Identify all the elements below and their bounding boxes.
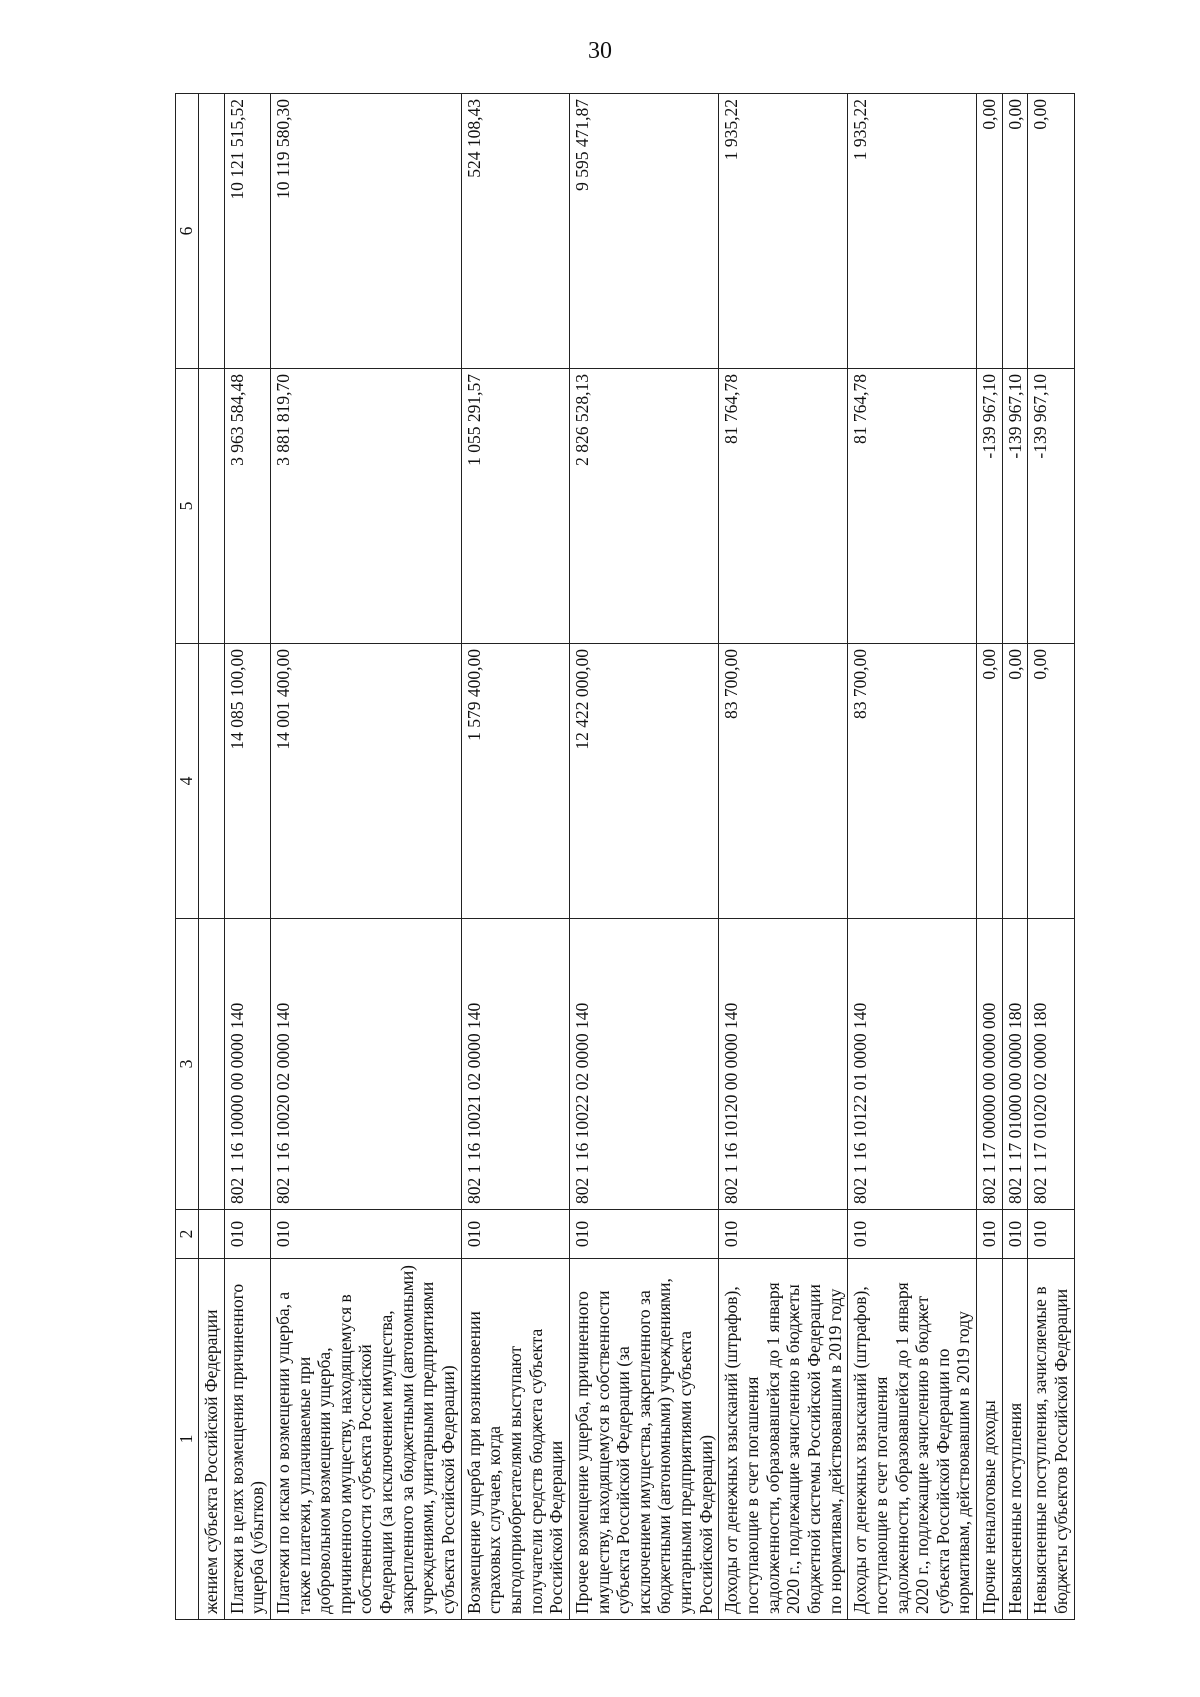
column-header: 3: [176, 919, 199, 1210]
row-approved-amount: 83 700,00: [719, 644, 848, 919]
row-name: Возмещение ущерба при возникновении страховых случаев, когда выгодоприобретателями выступают получатели средств бюджета субъекта Российской Федерации: [461, 1259, 569, 1620]
row-name: Доходы от денежных взысканий (штрафов), поступающие в счет погашения задолженности, образовавшейся до 1 января 2020 г., подлежащие зачислению в бюджет субъекта Российской Федерации по нормативам, действовавшим в 2019 году: [848, 1259, 977, 1620]
row-line-code: 010: [977, 1210, 1003, 1259]
row-line-code: 010: [461, 1210, 569, 1259]
row-name: Прочее возмещение ущерба, причиненного имуществу, находящемуся в собственности субъекта Российской Федерации (за исключением имущества, закрепленного за бюджетными (автономными) учреждениями, унитарными предприятиями субъекта Российской Федерации): [569, 1259, 718, 1620]
row-name: Платежи в целях возмещения причиненного ущерба (убытков): [224, 1259, 270, 1620]
row-unexecuted-amount: 9 595 471,87: [569, 94, 718, 369]
row-executed-amount: 81 764,78: [848, 369, 977, 644]
row-approved-amount: 0,00: [977, 644, 1003, 919]
row-executed-amount: 3 881 819,70: [270, 369, 461, 644]
row-unexecuted-amount: 1 935,22: [719, 94, 848, 369]
column-header: 2: [176, 1210, 199, 1259]
row-name: Невыясненные поступления, зачисляемые в бюджеты субъектов Российской Федерации: [1028, 1259, 1074, 1620]
row-budget-code: 802 1 16 10120 00 0000 140: [719, 919, 848, 1210]
table-row: [569, 94, 718, 1620]
row-approved-amount: 14 085 100,00: [224, 644, 270, 919]
table-row: [1002, 94, 1028, 1620]
table-row: [1028, 94, 1074, 1620]
row-unexecuted-amount: 10 119 580,30: [270, 94, 461, 369]
row-executed-amount: -139 967,10: [1002, 369, 1028, 644]
row-unexecuted-amount: 0,00: [977, 94, 1003, 369]
row-unexecuted-amount: 1 935,22: [848, 94, 977, 369]
row-executed-amount: 3 963 584,48: [224, 369, 270, 644]
continuation-row: [199, 94, 225, 1620]
row-executed-amount: 81 764,78: [719, 369, 848, 644]
row-executed-amount: 1 055 291,57: [461, 369, 569, 644]
row-budget-code: 802 1 17 01000 00 0000 180: [1002, 919, 1028, 1210]
budget-table: [175, 93, 1075, 1620]
row-budget-code: 802 1 16 10020 02 0000 140: [270, 919, 461, 1210]
column-header: 1: [176, 1259, 199, 1620]
row-line-code: 010: [270, 1210, 461, 1259]
row-name: Невыясненные поступления: [1002, 1259, 1028, 1620]
continuation-text: жением субъекта Российской Федерации: [199, 1259, 225, 1620]
row-executed-amount: 2 826 528,13: [569, 369, 718, 644]
row-executed-amount: -139 967,10: [977, 369, 1003, 644]
row-unexecuted-amount: 0,00: [1028, 94, 1074, 369]
row-budget-code: 802 1 16 10122 01 0000 140: [848, 919, 977, 1210]
row-budget-code: 802 1 17 00000 00 0000 000: [977, 919, 1003, 1210]
table-row: [461, 94, 569, 1620]
row-approved-amount: 83 700,00: [848, 644, 977, 919]
table-row: [224, 94, 270, 1620]
table-row: [270, 94, 461, 1620]
row-budget-code: 802 1 16 10021 02 0000 140: [461, 919, 569, 1210]
row-line-code: 010: [224, 1210, 270, 1259]
table-row: [977, 94, 1003, 1620]
table-header-row: [176, 94, 199, 1620]
row-approved-amount: 12 422 000,00: [569, 644, 718, 919]
column-header: 5: [176, 369, 199, 644]
rotated-table-container: [175, 100, 1120, 1620]
row-budget-code: 802 1 17 01020 02 0000 180: [1028, 919, 1074, 1210]
row-unexecuted-amount: 524 108,43: [461, 94, 569, 369]
row-name: Прочие неналоговые доходы: [977, 1259, 1003, 1620]
row-line-code: 010: [848, 1210, 977, 1259]
row-approved-amount: 0,00: [1028, 644, 1074, 919]
row-unexecuted-amount: 10 121 515,52: [224, 94, 270, 369]
row-executed-amount: -139 967,10: [1028, 369, 1074, 644]
row-line-code: 010: [1028, 1210, 1074, 1259]
row-approved-amount: 1 579 400,00: [461, 644, 569, 919]
row-name: Доходы от денежных взысканий (штрафов), поступающие в счет погашения задолженности, образовавшейся до 1 января 2020 г., подлежащие зачислению в бюджеты бюджетной системы Российской Федерации по нормативам, действовавшим в 2019 году: [719, 1259, 848, 1620]
row-line-code: 010: [569, 1210, 718, 1259]
table-row: [848, 94, 977, 1620]
row-approved-amount: 14 001 400,00: [270, 644, 461, 919]
page-number: 30: [588, 38, 612, 64]
row-line-code: 010: [719, 1210, 848, 1259]
row-approved-amount: 0,00: [1002, 644, 1028, 919]
column-header: 4: [176, 644, 199, 919]
row-budget-code: 802 1 16 10022 02 0000 140: [569, 919, 718, 1210]
table-row: [719, 94, 848, 1620]
row-unexecuted-amount: 0,00: [1002, 94, 1028, 369]
column-header: 6: [176, 94, 199, 369]
row-line-code: 010: [1002, 1210, 1028, 1259]
row-budget-code: 802 1 16 10000 00 0000 140: [224, 919, 270, 1210]
row-name: Платежи по искам о возмещении ущерба, а также платежи, уплачиваемые при добровольном возмещении ущерба, причиненного имуществу, находящемуся в собственности субъекта Российской Федерации (за исключением имущества, закрепленного за бюджетными (автономными) учреждениями, унитарными предприятиями субъекта Российской Федерации): [270, 1259, 461, 1620]
